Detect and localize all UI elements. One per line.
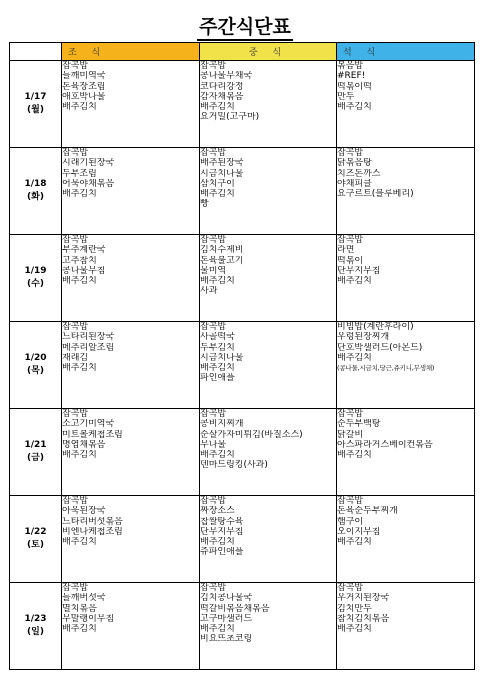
- day-row: [10, 496, 475, 583]
- menu-item: 고추참치: [62, 255, 97, 266]
- day-weekday: (일): [27, 627, 44, 637]
- day-date: 1/17: [24, 92, 47, 102]
- menu-item: 단무지무침: [200, 526, 244, 537]
- menu-item: 고구마샐러드: [200, 613, 253, 624]
- menu-item: 떡볶이: [337, 255, 364, 266]
- day-date-cell: [10, 409, 62, 496]
- menu-item: 배추김치: [200, 537, 235, 548]
- menu-item: 배추김치: [62, 189, 97, 200]
- menu-item: 잡곡밥: [200, 583, 227, 593]
- menu-item: 들깨버섯국: [62, 593, 106, 604]
- menu-item: #REF!: [337, 71, 366, 82]
- dinner-cell: [337, 148, 475, 235]
- day-date-cell: [10, 148, 62, 235]
- menu-item: 야채피클: [337, 178, 372, 189]
- lunch-cell: [200, 496, 337, 583]
- menu-item: 배추김치: [200, 189, 235, 200]
- dinner-cell: [337, 583, 475, 670]
- menu-item: 파인애플: [200, 373, 235, 384]
- menu-item: 배추김치: [62, 102, 97, 113]
- day-date: 1/23: [24, 614, 47, 624]
- menu-item: 아스파라거스베이컨볶음: [337, 439, 433, 450]
- day-date: 1/22: [24, 527, 47, 537]
- menu-item: 김치콩나물국: [200, 593, 253, 604]
- menu-item: 무나물: [200, 439, 227, 450]
- menu-item: 사과: [200, 286, 218, 297]
- menu-item: 덴마드링킹(사과): [200, 460, 268, 471]
- day-weekday: (토): [27, 540, 44, 550]
- menu-item: 잡곡밥: [62, 496, 89, 506]
- day-date-cell: [10, 583, 62, 670]
- day-row: [10, 322, 475, 409]
- menu-item: 돈육순두부찌개: [337, 506, 398, 517]
- menu-item: 잡곡밥: [337, 148, 364, 158]
- day-row: [10, 148, 475, 235]
- menu-item: 단호박샐러드(아몬드): [337, 342, 423, 353]
- menu-item: 부추계란국: [62, 245, 106, 256]
- menu-item: 배추김치: [337, 352, 372, 363]
- menu-item: 닭볶음탕: [337, 158, 372, 169]
- menu-item: 잡곡밥: [200, 148, 227, 158]
- menu-item: 돈육불고기: [200, 255, 244, 266]
- menu-item: 물미역: [200, 265, 227, 276]
- menu-item: 배추김치: [200, 624, 235, 635]
- dinner-cell: [337, 496, 475, 583]
- menu-item: 잡곡밥: [337, 496, 364, 506]
- menu-item: 어묵야채볶음: [62, 178, 115, 189]
- menu-item: 잡곡밥: [200, 322, 227, 332]
- menu-item: 김치수제비: [200, 245, 244, 256]
- menu-item: 요구르트(블루베리): [337, 189, 414, 200]
- menu-item: 만두: [337, 91, 355, 102]
- menu-item: 시금치나물: [200, 352, 244, 363]
- day-weekday: (금): [27, 453, 44, 463]
- dinner-cell: [337, 322, 475, 409]
- day-date-cell: [10, 496, 62, 583]
- day-date-cell: [10, 322, 62, 409]
- menu-item: 잡곡밥: [337, 409, 364, 419]
- menu-item: 찹쌀탕수육: [200, 516, 244, 527]
- menu-item: 배추김치: [62, 624, 97, 635]
- menu-item: 잡곡밥: [200, 235, 227, 245]
- page-title-text: 주간식단표: [197, 16, 293, 41]
- menu-item: 감자채볶음: [200, 91, 244, 102]
- day-weekday: (화): [27, 192, 44, 202]
- menu-item: 잡곡밥: [62, 148, 89, 158]
- lunch-cell: [200, 235, 337, 322]
- day-date: 1/18: [24, 179, 47, 189]
- menu-item: 치즈돈까스: [337, 168, 381, 179]
- menu-item-note: (콩나물,시금치,당근,쥬키니,무생채): [337, 364, 435, 373]
- menu-item: 배추김치: [200, 102, 235, 113]
- breakfast-cell: [62, 583, 200, 670]
- header-lunch: 중 식: [200, 43, 337, 61]
- breakfast-cell: [62, 409, 200, 496]
- menu-item: 잡곡밥: [62, 61, 89, 71]
- menu-item: 떡볶이떡: [337, 81, 372, 92]
- menu-item: 닭갈비: [337, 429, 364, 440]
- breakfast-cell: [62, 322, 200, 409]
- menu-item: 배추김치: [62, 363, 97, 374]
- menu-item: 우거지된장국: [337, 593, 390, 604]
- menu-item: 김치만두: [337, 603, 372, 614]
- menu-item: 두부김치: [200, 342, 235, 353]
- day-row: [10, 409, 475, 496]
- menu-item: 잡곡밥: [62, 409, 89, 419]
- day-date: 1/19: [24, 266, 47, 276]
- menu-item: 두부조림: [62, 168, 97, 179]
- menu-item: 배추김치: [62, 537, 97, 548]
- menu-item: 햄구이: [337, 516, 364, 527]
- menu-item: 느타리버섯볶음: [62, 516, 123, 527]
- day-row: [10, 61, 475, 148]
- menu-item: 잡곡밥: [200, 409, 227, 419]
- menu-item: 볶음밥: [337, 61, 364, 71]
- menu-item: 시금치나물: [200, 168, 244, 179]
- menu-item: 요거밀(고구마): [200, 112, 260, 123]
- menu-item: 배추김치: [337, 450, 372, 461]
- menu-item: 배추김치: [62, 276, 97, 287]
- menu-item: 배추김치: [200, 450, 235, 461]
- menu-item: 콩나물무침: [62, 265, 106, 276]
- menu-item: 들깨미역국: [62, 71, 106, 82]
- menu-item: 애호박나물: [62, 91, 106, 102]
- menu-item: 잡곡밥: [62, 583, 89, 593]
- menu-item: 메추리알조림: [62, 342, 115, 353]
- menu-item: 배추김치: [200, 363, 235, 374]
- dinner-cell: [337, 235, 475, 322]
- menu-item: 배추김치: [62, 450, 97, 461]
- menu-item: 미트볼케첩조림: [62, 429, 123, 440]
- menu-item: 쥬파인애플: [200, 547, 244, 558]
- header-date: [10, 43, 62, 61]
- breakfast-cell: [62, 235, 200, 322]
- meal-table: [9, 42, 475, 670]
- lunch-cell: [200, 583, 337, 670]
- menu-item: 사골떡국: [200, 332, 235, 343]
- menu-item: 배추김치: [337, 276, 372, 287]
- menu-item: 배추김치: [200, 276, 235, 287]
- day-row: [10, 583, 475, 670]
- day-weekday: (수): [27, 279, 44, 289]
- menu-item: 잡곡밥: [62, 322, 89, 332]
- menu-item: 배추김치: [337, 537, 372, 548]
- menu-item: 시래기된장국: [62, 158, 115, 169]
- menu-item: 배추김치: [337, 102, 372, 113]
- menu-item: 비빔밥(계란후라이): [337, 322, 414, 332]
- menu-item: 우렁된장찌개: [337, 332, 390, 343]
- menu-item: 단무지무침: [337, 265, 381, 276]
- header-breakfast: 조 식: [62, 43, 200, 61]
- menu-item: 비엔나케첩조림: [62, 526, 123, 537]
- header-row: [10, 43, 475, 61]
- menu-item: 짜장소스: [200, 506, 235, 517]
- menu-item: 콩비지찌개: [200, 419, 244, 430]
- menu-item: 배추된장국: [200, 158, 244, 169]
- menu-item: 라면: [337, 245, 355, 256]
- lunch-cell: [200, 148, 337, 235]
- header-dinner: 석 식: [337, 43, 475, 61]
- menu-item: 배추김치: [337, 624, 372, 635]
- day-date: 1/21: [24, 440, 47, 450]
- day-date-cell: [10, 61, 62, 148]
- menu-item: 잡곡밥: [200, 496, 227, 506]
- menu-item: 무말랭이무침: [62, 613, 115, 624]
- menu-item: 코다리강정: [200, 81, 244, 92]
- menu-item: 오이지무침: [337, 526, 381, 537]
- menu-item: 떡갈비볶음채볶음: [200, 603, 270, 614]
- menu-item: 아욱된장국: [62, 506, 106, 517]
- lunch-cell: [200, 409, 337, 496]
- menu-item: 참치김치볶음: [337, 613, 390, 624]
- day-date-cell: [10, 235, 62, 322]
- lunch-cell: [200, 322, 337, 409]
- menu-item: 빵: [200, 199, 209, 210]
- lunch-cell: [200, 61, 337, 148]
- menu-item: 콩나물무채국: [200, 71, 253, 82]
- menu-item: 비요뜨초코링: [200, 634, 253, 645]
- day-weekday: (월): [27, 105, 44, 115]
- menu-item: 순두부백탕: [337, 419, 381, 430]
- menu-item: 잡곡밥: [337, 235, 364, 245]
- day-row: [10, 235, 475, 322]
- menu-item: 순살가자미튀김(바질소스): [200, 429, 303, 440]
- dinner-cell: [337, 61, 475, 148]
- menu-item: 멸치볶음: [62, 603, 97, 614]
- menu-item: 잡곡밥: [337, 583, 364, 593]
- dinner-cell: [337, 409, 475, 496]
- menu-item: 느타리된장국: [62, 332, 115, 343]
- menu-item: 명엽채볶음: [62, 439, 106, 450]
- menu-item: 삼치구이: [200, 178, 235, 189]
- breakfast-cell: [62, 496, 200, 583]
- menu-item: 잡곡밥: [62, 235, 89, 245]
- menu-item: 소고기미역국: [62, 419, 115, 430]
- day-weekday: (목): [27, 366, 44, 376]
- page-title: [0, 12, 490, 39]
- breakfast-cell: [62, 61, 200, 148]
- menu-item: 잡곡밥: [200, 61, 227, 71]
- breakfast-cell: [62, 148, 200, 235]
- menu-item: 재래김: [62, 352, 89, 363]
- menu-item: 돈육장조림: [62, 81, 106, 92]
- day-date: 1/20: [24, 353, 47, 363]
